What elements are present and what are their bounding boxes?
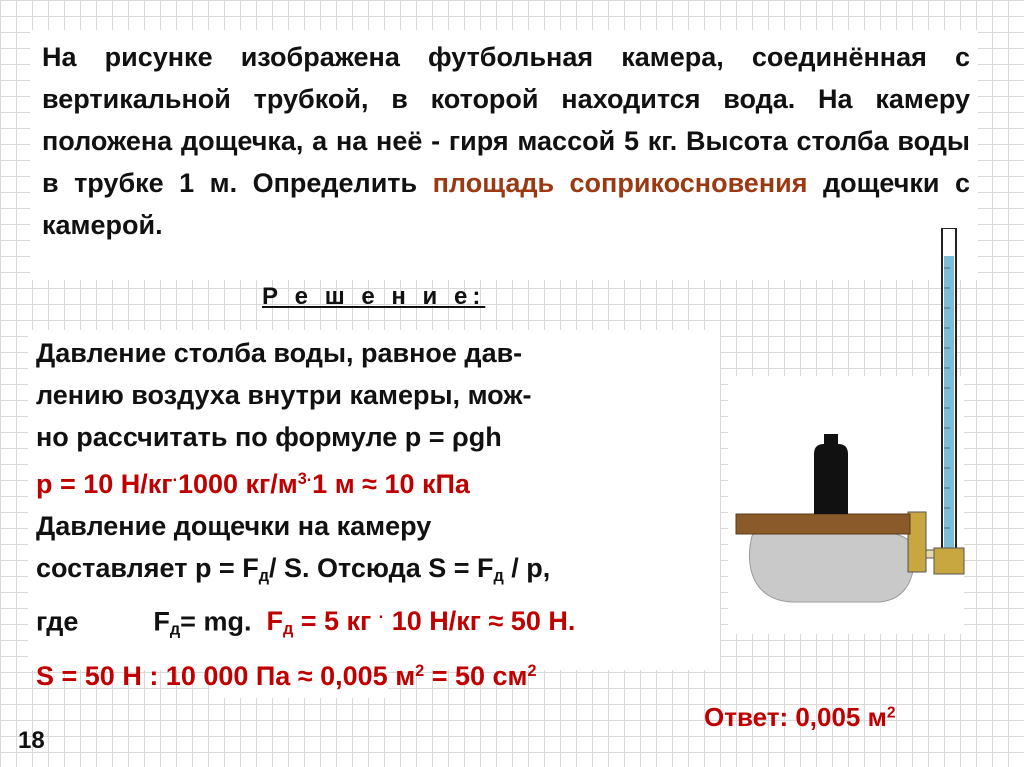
solution-line-1: Давление столба воды, равное дав- bbox=[36, 338, 523, 368]
formula-pressure-water: p = 10 Н/кг·1000 $кг/м^{3\cdot}1$ м ≈ 10 кПа bbox=[36, 468, 470, 499]
connector-clamp bbox=[908, 512, 926, 572]
problem-text: На рисунке изображена футбольная камера, соединённая с вертикальной трубкой, в которой находится вода. На камеру положена дощечка, а на неё - гиря массой 5 кг. Высота столба воды в трубке 1 м. Определить площадь соприкосновения дощечки с камерой. bbox=[42, 42, 970, 240]
formula-area-result: S = 50 Н : 10 000 Па ≈ 0,005 $м^2 = 50$ $см^2$ bbox=[36, 661, 537, 692]
football-chamber bbox=[749, 532, 914, 602]
wooden-board bbox=[736, 514, 910, 534]
tube-water bbox=[944, 256, 954, 550]
solution-line-7: где $F_д=$ mg. $F_д = 5$ кг · 10 Н/кг ≈ 50 Н. bbox=[36, 606, 576, 639]
weight bbox=[814, 444, 848, 514]
problem-highlight: площадь соприкосновения bbox=[432, 168, 808, 198]
solution-body bbox=[36, 332, 716, 697]
solution-title: Р е ш е н и е: bbox=[262, 283, 486, 310]
solution-line-6: составляет $p = F_д/$ S. Отсюда $S = F_д / p$, bbox=[36, 552, 551, 585]
solution-line-2: лению воздуха внутри камеры, мож- bbox=[36, 380, 532, 410]
ball-tube-illustration bbox=[730, 228, 970, 628]
solution-line-3: но рассчитать по формуле p = ρgh bbox=[36, 422, 502, 452]
tube-bottom-fitting bbox=[934, 548, 964, 574]
page-number: 18 bbox=[18, 727, 45, 754]
answer: Ответ: 0,005 $м^2$ bbox=[704, 702, 896, 732]
solution-line-5: Давление дощечки на камеру bbox=[36, 510, 432, 541]
